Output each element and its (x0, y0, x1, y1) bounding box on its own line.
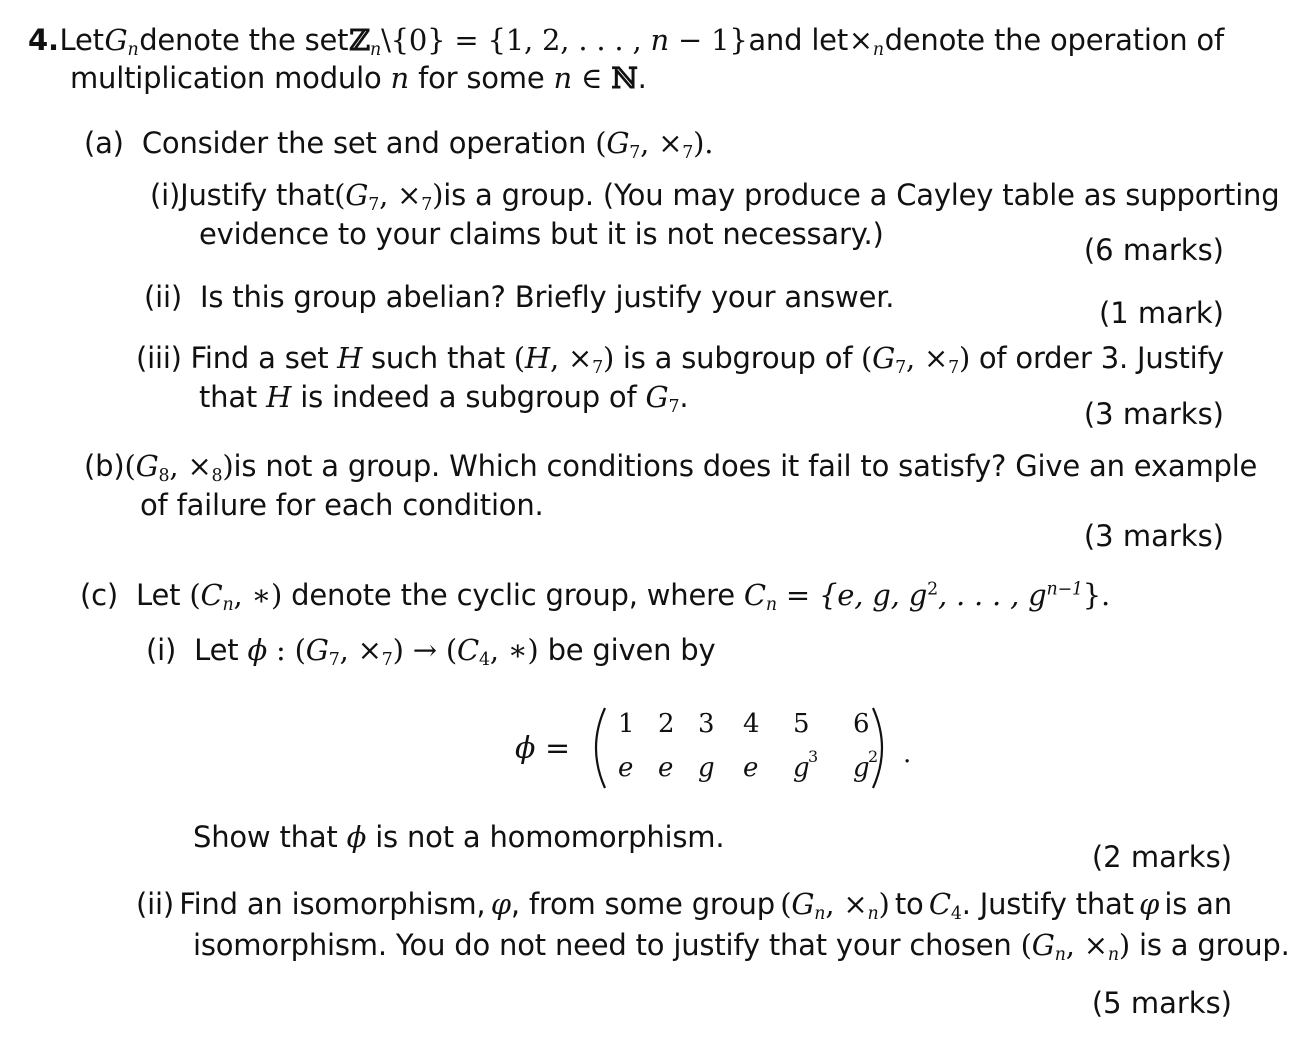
part-c-ii-marks: (5 marks) (1091, 986, 1232, 1020)
question-intro-line-2: multiplication modulo n for some n ∈ ℕ. (70, 61, 647, 95)
part-b-line-1: (b) ($G_8$, $\times_8$) is not a group. Which conditions does it fail to satisfy? Give an example (84, 449, 1258, 487)
part-a-i-marks: (6 marks) (1083, 233, 1224, 267)
part-a-i-label: (i) (150, 178, 181, 212)
phi-permutation-matrix (515, 700, 915, 796)
part-c-label: (c) (80, 578, 118, 612)
part-b-label: (b) (84, 449, 125, 483)
matrix-top-entry: 5 (793, 709, 810, 739)
part-a-label: (a) (84, 126, 124, 160)
part-b-marks: (3 marks) (1083, 519, 1224, 553)
part-a-i-line-1: (i) Justify that ($G_7$, $\times_7$) is a group. (You may produce a Cayley table as supporting (150, 178, 1280, 216)
part-a-ii-line: (ii) Is this group abelian? Briefly justify your answer. (144, 280, 895, 314)
part-a-iii-line-1: (iii) Find a set H such that (H, $\times_7$) is a subgroup of ($G_7$, $\times_7$) of order 3. Justify (136, 341, 1224, 379)
part-c-ii-label: (ii) (136, 887, 174, 921)
matrix-top-entry: 1 (618, 709, 635, 739)
phi-symbol: ϕ = (515, 731, 571, 766)
matrix-bottom-exponent: 3 (808, 747, 819, 766)
matrix-bottom-entry: g (793, 753, 810, 783)
part-a-iii-marks: (3 marks) (1083, 397, 1224, 431)
matrix-top-entry: 4 (743, 709, 760, 739)
matrix-bottom-entry: g (853, 753, 870, 783)
part-a-ii-marks: (1 mark) (1098, 296, 1224, 330)
part-a-iii-line-2: that H is indeed a subgroup of $G_7$. (199, 380, 689, 418)
part-c-i-label: (i) (146, 633, 177, 667)
matrix-top-entry: 3 (698, 709, 715, 739)
part-c-ii-line-1: (ii) Find an isomorphism, φ, from some group ($G_n$, $\times_n$) to $C_4$. Justify that φ is an (136, 887, 1232, 925)
matrix-bottom-exponent: 2 (868, 747, 879, 766)
matrix-top-row (618, 709, 870, 739)
part-c-i-line: (i) Let ϕ : ($G_7$, $\times_7) \to (C_4$, ∗) be given by (146, 633, 716, 671)
matrix-bottom-row (618, 747, 878, 783)
matrix-bottom-entry: e (658, 753, 674, 783)
part-c-i-show-line: Show that ϕ is not a homomorphism. (193, 820, 725, 854)
matrix-bottom-entry: g (698, 753, 715, 783)
matrix-bottom-entry: e (743, 753, 759, 783)
left-paren (596, 708, 605, 788)
part-c-ii-line-2: isomorphism. You do not need to justify that your chosen ($G_n$, $\times_n$) is a group. (193, 928, 1290, 966)
matrix-top-entry: 2 (658, 709, 675, 739)
matrix-top-entry: 6 (853, 709, 870, 739)
question-number: 4. (28, 23, 59, 57)
part-a-i-line-2: evidence to your claims but it is not necessary.) (199, 217, 884, 251)
part-c-i-marks: (2 marks) (1091, 840, 1232, 874)
part-b-line-2: of failure for each condition. (140, 488, 544, 522)
question-intro-line-1: 4. Let $G_n$ denote the set ℤ$_n$\{0} = {1, 2, . . . , n − 1} and let $\times_n$ denote the operation of (28, 23, 1224, 61)
matrix-bottom-entry: e (618, 753, 634, 783)
part-a-line: (a) Consider the set and operation ($G_7$, $\times_7$). (84, 126, 714, 164)
matrix-period: . (903, 739, 912, 769)
part-a-ii-label: (ii) (144, 280, 182, 314)
part-a-iii-label: (iii) (136, 341, 182, 375)
part-c-line: (c) Let ($C_n$, ∗) denote the cyclic group, where $C_n = \{e$, g, $g^2$, . . . , $g^{n-1}$}. (80, 578, 1111, 616)
